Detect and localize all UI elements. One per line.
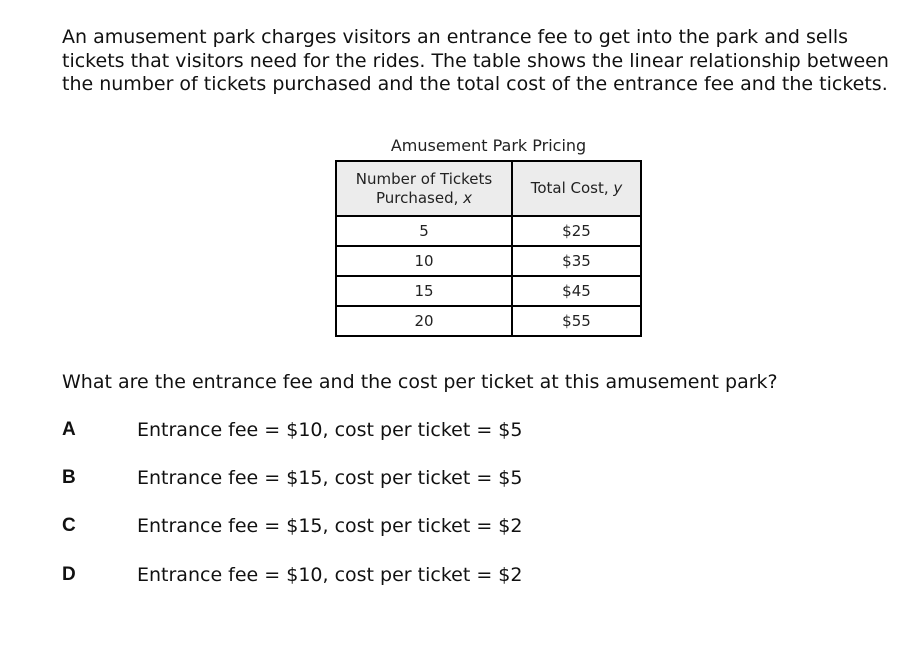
table-row (336, 306, 641, 336)
cell-total-cost: $25 (512, 216, 641, 246)
choice-letter: B (62, 467, 76, 488)
answer-choice-d[interactable] (62, 563, 522, 587)
header-tickets-line1: Number of Tickets (355, 169, 493, 188)
pricing-table-block (335, 136, 642, 337)
cell-tickets: 5 (336, 216, 512, 246)
pricing-table (335, 160, 642, 337)
header-tickets-line2: Purchased, (375, 188, 464, 207)
table-caption: Amusement Park Pricing (390, 136, 587, 155)
header-total-cost (512, 161, 641, 216)
table-row (336, 246, 641, 276)
answer-choice-c[interactable] (62, 514, 522, 538)
choice-letter: C (62, 515, 76, 536)
table-row (336, 216, 641, 246)
header-total-cost-text: Total Cost, (530, 179, 614, 197)
choice-text: Entrance fee = $15, cost per ticket = $5 (137, 467, 523, 489)
header-total-cost-var: y (613, 179, 623, 197)
cell-tickets: 10 (336, 246, 512, 276)
choice-text: Entrance fee = $15, cost per ticket = $2 (137, 515, 523, 537)
question-stem: An amusement park charges visitors an entrance fee to get into the park and sells tickets that visitors need for the rides. The table shows the linear relationship between the number of tickets purchased and the total cost of the entrance fee and the tickets. (62, 26, 889, 95)
choice-text: Entrance fee = $10, cost per ticket = $2 (137, 564, 523, 586)
choice-text: Entrance fee = $10, cost per ticket = $5 (137, 419, 523, 441)
answer-choice-a[interactable] (62, 418, 522, 442)
choice-letter: A (62, 419, 76, 440)
cell-total-cost: $35 (512, 246, 641, 276)
answer-choice-b[interactable] (62, 466, 522, 490)
cell-tickets: 15 (336, 276, 512, 306)
table-row (336, 276, 641, 306)
table-header-row (336, 161, 641, 216)
cell-total-cost: $45 (512, 276, 641, 306)
header-tickets (336, 161, 512, 216)
cell-total-cost: $55 (512, 306, 641, 336)
choice-letter: D (62, 564, 76, 585)
cell-tickets: 20 (336, 306, 512, 336)
header-tickets-var: x (463, 188, 473, 207)
question-prompt: What are the entrance fee and the cost per ticket at this amusement park? (62, 371, 778, 393)
